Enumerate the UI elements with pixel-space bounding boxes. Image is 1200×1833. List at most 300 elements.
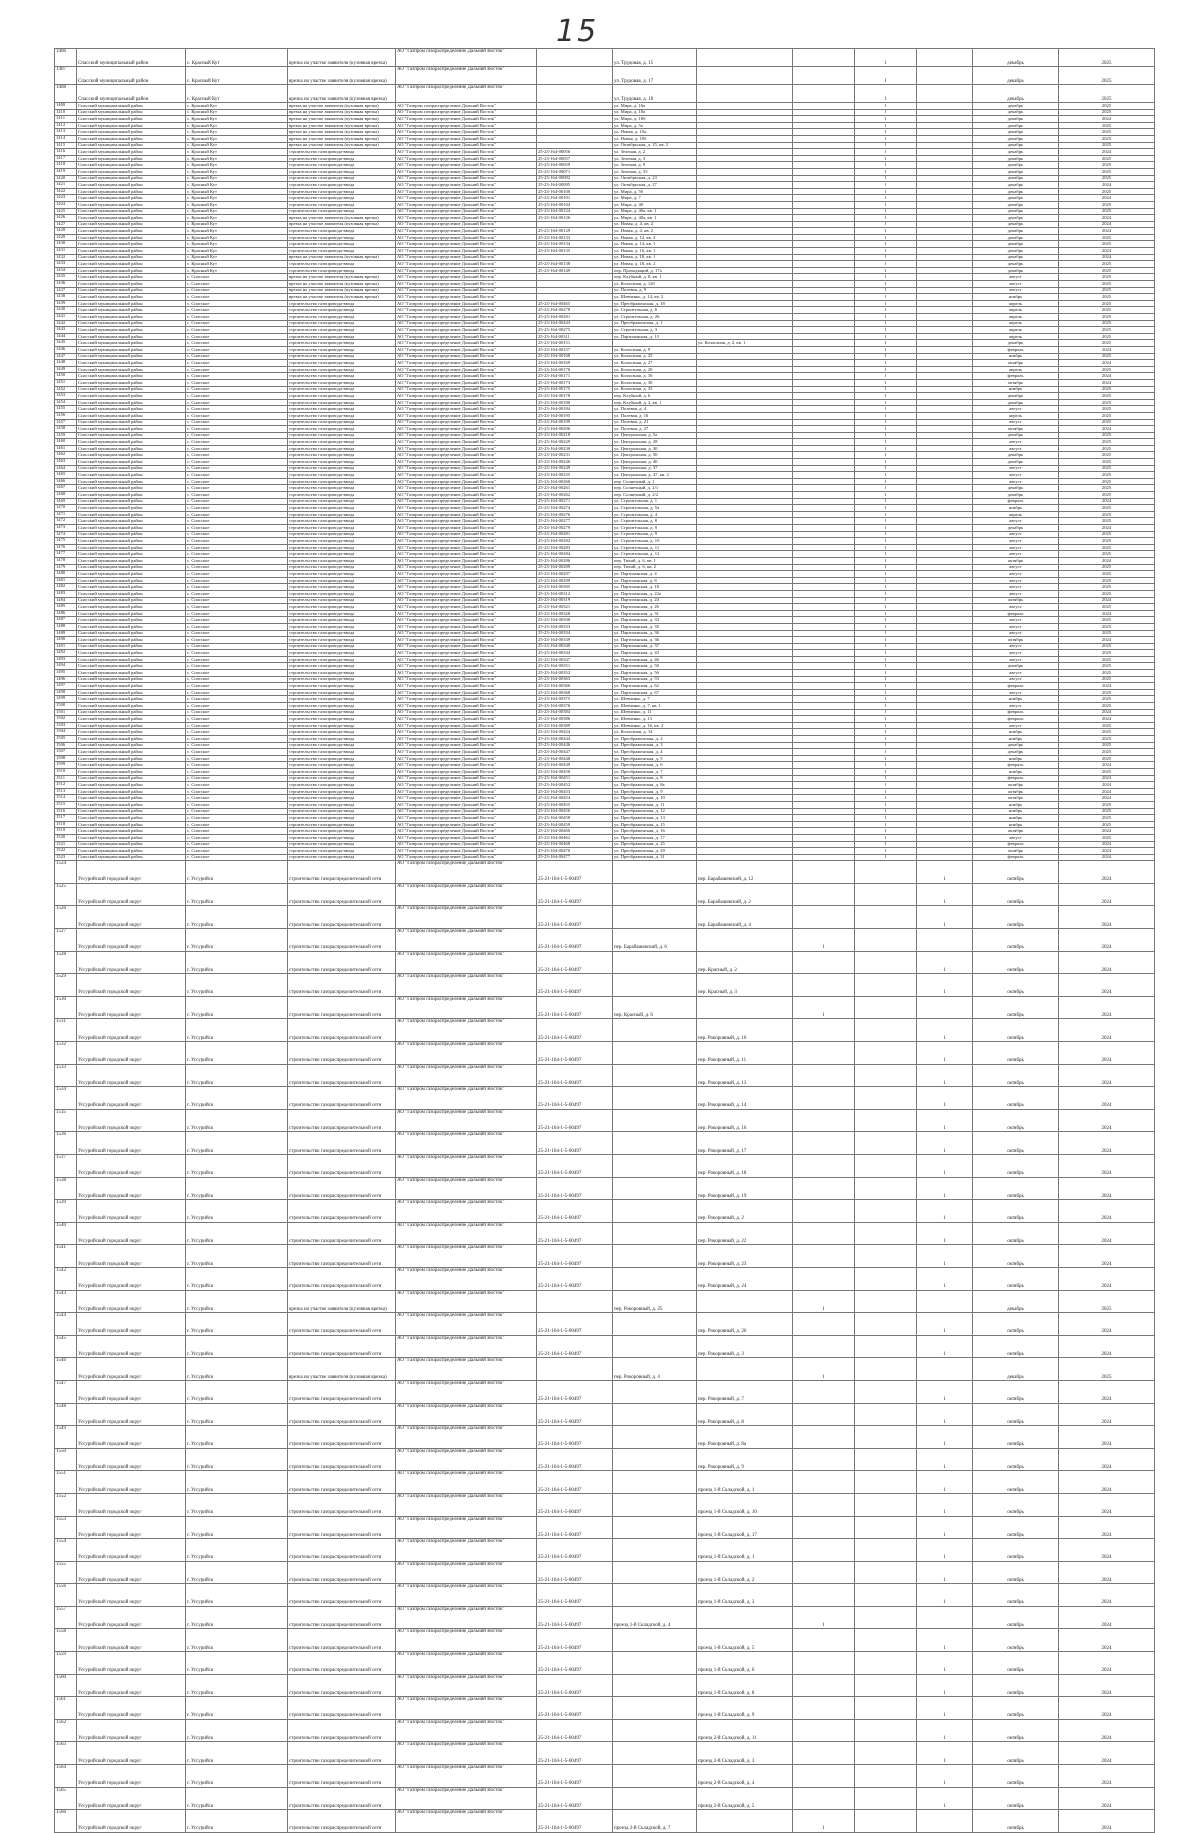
cell-year: 2025	[1059, 604, 1155, 611]
cell-quantity-2: 1	[855, 168, 917, 175]
cell-year: 2024	[1059, 996, 1155, 1019]
cell-row-number: 1426	[55, 215, 77, 222]
cell-district: Уссурийский городской округ	[77, 929, 186, 952]
cell-quantity-3	[917, 683, 973, 690]
cell-organization: АО "Газпром газораспределение Дальний Восток"	[396, 1584, 537, 1607]
cell-address-alt	[697, 538, 793, 545]
cell-month: август	[973, 650, 1059, 657]
cell-row-number: 1414	[55, 135, 77, 142]
cell-locality: с. Спасское	[186, 452, 288, 459]
cell-year: 2025	[1059, 722, 1155, 729]
cell-address: ул. Колхозная, д. 30	[613, 379, 697, 386]
cell-quantity-2: 1	[855, 828, 917, 835]
cell-quantity-3	[917, 637, 973, 644]
cell-row-number: 1473	[55, 525, 77, 532]
cell-quantity-2: 1	[855, 459, 917, 466]
cell-address: ул. Преображенская, д. 25	[613, 841, 697, 848]
cell-district: Уссурийский городской округ	[77, 1380, 186, 1403]
cell-quantity-3	[917, 155, 973, 162]
cell-year: 2024	[1059, 683, 1155, 690]
table-row	[55, 168, 1155, 175]
cell-month: декабрь	[973, 85, 1059, 103]
cell-cadastral-number: 25-23-164-00443	[537, 320, 613, 327]
cell-quantity-2: 1	[855, 571, 917, 578]
cell-month: ноябрь	[973, 768, 1059, 775]
cell-work-type: строительство газопровода-ввода	[288, 168, 396, 175]
cell-work-type: строительство газопровода-ввода	[288, 465, 396, 472]
cell-address-alt: пер. Рокоровный, д. 18	[697, 1155, 793, 1178]
cell-quantity-3	[917, 623, 973, 630]
cell-district: Спасский муниципальный район	[77, 544, 186, 551]
cell-quantity-3	[917, 492, 973, 499]
cell-address-alt	[697, 531, 793, 538]
cell-quantity-2: 1	[855, 689, 917, 696]
cell-quantity-3: 1	[917, 1448, 973, 1471]
cell-row-number: 1447	[55, 353, 77, 360]
cell-work-type: строительство газораспределительной сети	[288, 1810, 396, 1833]
cell-quantity-2	[855, 1516, 917, 1539]
cell-address	[613, 1652, 697, 1675]
table-row	[55, 109, 1155, 116]
cell-quantity-3	[917, 1810, 973, 1833]
cell-organization: АО "Газпром газораспределение Дальний Восток"	[396, 445, 537, 452]
cell-year: 2025	[1059, 85, 1155, 103]
cell-district: Уссурийский городской округ	[77, 1132, 186, 1155]
cell-cadastral-number: 25-23-164-00168	[537, 353, 613, 360]
cell-quantity-3	[917, 696, 973, 703]
cell-address: ул. Преображенская, д. 18	[613, 300, 697, 307]
cell-district: Уссурийский городской округ	[77, 974, 186, 997]
cell-quantity-3	[917, 815, 973, 822]
cell-month: октябрь	[973, 597, 1059, 604]
cell-district: Спасский муниципальный район	[77, 412, 186, 419]
cell-quantity-2: 1	[855, 399, 917, 406]
cell-district: Спасский муниципальный район	[77, 85, 186, 103]
cell-quantity-2: 1	[855, 149, 917, 156]
cell-address: ул. Колхозная, д. 25	[613, 353, 697, 360]
cell-row-number: 1418	[55, 162, 77, 169]
cell-year: 2024	[1059, 254, 1155, 261]
cell-address-alt	[697, 162, 793, 169]
cell-quantity	[793, 254, 855, 261]
cell-address-alt	[697, 670, 793, 677]
cell-row-number: 1525	[55, 883, 77, 906]
cell-cadastral-number: 25-21-164-1-5-00497	[537, 1222, 613, 1245]
table-row	[55, 478, 1155, 485]
cell-district: Спасский муниципальный район	[77, 294, 186, 301]
cell-locality: с. Спасское	[186, 399, 288, 406]
cell-address: ул. Трудовая, д. 15	[613, 49, 697, 67]
cell-month: декабрь	[973, 67, 1059, 85]
cell-year: 2024	[1059, 1584, 1155, 1607]
cell-quantity-2	[855, 1765, 917, 1788]
cell-quantity-3	[917, 67, 973, 85]
cell-quantity	[793, 426, 855, 433]
cell-locality: г. Уссурийск	[186, 1042, 288, 1065]
cell-year: 2024	[1059, 1539, 1155, 1562]
table-row	[55, 1267, 1155, 1290]
cell-row-number: 1546	[55, 1358, 77, 1381]
cell-quantity-2: 1	[855, 722, 917, 729]
cell-organization: АО "Газпром газораспределение Дальний Восток"	[396, 399, 537, 406]
cell-cadastral-number: 25-23-164-00095	[537, 182, 613, 189]
cell-month: август	[973, 287, 1059, 294]
table-row	[55, 188, 1155, 195]
cell-address: ул. Колхозная, д. 27	[613, 360, 697, 367]
cell-address-alt: пер. Рокоровный, д. 9	[697, 1448, 793, 1471]
table-row	[55, 1358, 1155, 1381]
cell-row-number: 1409	[55, 103, 77, 110]
cell-row-number: 1533	[55, 1064, 77, 1087]
cell-address-alt: проезд 1-й Складской, д. 10	[697, 1493, 793, 1516]
cell-organization: АО "Газпром газораспределение Дальний Восток"	[396, 142, 537, 149]
table-row	[55, 426, 1155, 433]
cell-month: октябрь	[973, 1380, 1059, 1403]
cell-district: Спасский муниципальный район	[77, 149, 186, 156]
cell-quantity-3	[917, 709, 973, 716]
cell-address-alt	[697, 511, 793, 518]
cell-work-type: строительство газопровода-ввода	[288, 782, 396, 789]
cell-district: Спасский муниципальный район	[77, 815, 186, 822]
cell-quantity-3	[917, 788, 973, 795]
cell-row-number: 1548	[55, 1403, 77, 1426]
cell-locality: г. Уссурийск	[186, 951, 288, 974]
cell-locality: с. Спасское	[186, 768, 288, 775]
cell-district: Уссурийский городской округ	[77, 1042, 186, 1065]
cell-locality: с. Красный Кут	[186, 129, 288, 136]
cell-row-number: 1458	[55, 426, 77, 433]
table-row	[55, 590, 1155, 597]
cell-address-alt	[697, 472, 793, 479]
cell-address-alt	[697, 749, 793, 756]
cell-cadastral-number: 25-23-164-00180	[537, 399, 613, 406]
cell-quantity-3: 1	[917, 1132, 973, 1155]
cell-address	[613, 1493, 697, 1516]
cell-address: пер. Тихий, д. 6, кв. 2	[613, 564, 697, 571]
cell-locality: г. Уссурийск	[186, 1109, 288, 1132]
cell-organization: АО "Газпром газораспределение Дальний Восток"	[396, 492, 537, 499]
cell-organization: АО "Газпром газораспределение Дальний Восток"	[396, 85, 537, 103]
cell-work-type: строительство газопровода-ввода	[288, 828, 396, 835]
cell-quantity-3	[917, 544, 973, 551]
cell-quantity	[793, 399, 855, 406]
cell-quantity-2	[855, 1087, 917, 1110]
cell-address-alt	[697, 67, 793, 85]
table-row	[55, 597, 1155, 604]
cell-cadastral-number: 25-23-164-00281	[537, 314, 613, 321]
cell-quantity-2: 1	[855, 736, 917, 743]
cell-locality: с. Красный Кут	[186, 182, 288, 189]
table-row	[55, 175, 1155, 182]
cell-row-number: 1479	[55, 564, 77, 571]
cell-district: Спасский муниципальный район	[77, 637, 186, 644]
cell-month: ноябрь	[973, 755, 1059, 762]
cell-cadastral-number: 25-23-164-00286	[537, 557, 613, 564]
cell-quantity	[793, 1335, 855, 1358]
cell-month: октябрь	[973, 1109, 1059, 1132]
cell-quantity-3	[917, 208, 973, 215]
cell-month: октябрь	[973, 929, 1059, 952]
cell-work-type: строительство газораспределительной сети	[288, 1471, 396, 1494]
cell-month: август	[973, 445, 1059, 452]
cell-quantity-3	[917, 406, 973, 413]
cell-quantity	[793, 122, 855, 129]
cell-cadastral-number: 25-23-164-00279	[537, 525, 613, 532]
cell-organization: АО "Газпром газораспределение Дальний Восток"	[396, 221, 537, 228]
cell-month: декабрь	[973, 432, 1059, 439]
table-row	[55, 584, 1155, 591]
cell-organization: АО "Газпром газораспределение Дальний Восток"	[396, 1719, 537, 1742]
cell-locality: г. Уссурийск	[186, 996, 288, 1019]
cell-quantity-2: 1	[855, 472, 917, 479]
cell-cadastral-number: 25-21-164-1-5-00497	[537, 1539, 613, 1562]
cell-quantity	[793, 267, 855, 274]
cell-year: 2024	[1059, 610, 1155, 617]
cell-organization: АО "Газпром газораспределение Дальний Восток"	[396, 736, 537, 743]
cell-address: ул. Шевченко, д. 7, кв. 1	[613, 703, 697, 710]
cell-quantity-3	[917, 122, 973, 129]
cell-year: 2024	[1059, 861, 1155, 884]
cell-quantity	[793, 49, 855, 67]
cell-year: 2025	[1059, 1290, 1155, 1313]
cell-address: ул. Партизанская, д. 33	[613, 617, 697, 624]
cell-quantity-3	[917, 828, 973, 835]
cell-locality: с. Спасское	[186, 472, 288, 479]
cell-address: ул. Партизанская, д. 24	[613, 597, 697, 604]
cell-quantity-3: 1	[917, 1652, 973, 1675]
cell-year: 2025	[1059, 505, 1155, 512]
cell-month: октябрь	[973, 828, 1059, 835]
cell-work-type: строительство газопровода-ввода	[288, 722, 396, 729]
cell-month: октябрь	[973, 360, 1059, 367]
cell-cadastral-number: 25-23-164-00246	[537, 459, 613, 466]
cell-address: ул. Преображенская, д. 4	[613, 749, 697, 756]
cell-row-number: 1484	[55, 597, 77, 604]
cell-district: Спасский муниципальный район	[77, 452, 186, 459]
cell-row-number: 1504	[55, 729, 77, 736]
cell-locality: с. Спасское	[186, 485, 288, 492]
cell-address: ул. Центральная, д. 30	[613, 445, 697, 452]
cell-quantity-3	[917, 300, 973, 307]
cell-cadastral-number: 25-23-164-00319	[537, 597, 613, 604]
cell-locality: г. Уссурийск	[186, 1471, 288, 1494]
cell-cadastral-number: 25-23-164-00134	[537, 241, 613, 248]
cell-organization: АО "Газпром газораспределение Дальний Восток"	[396, 234, 537, 241]
cell-quantity-2: 1	[855, 333, 917, 340]
cell-month: октябрь	[973, 996, 1059, 1019]
cell-district: Спасский муниципальный район	[77, 511, 186, 518]
table-row	[55, 1313, 1155, 1336]
cell-row-number: 1439	[55, 300, 77, 307]
cell-work-type: строительство газораспределительной сети	[288, 1313, 396, 1336]
cell-locality: г. Уссурийск	[186, 1200, 288, 1223]
cell-month: август	[973, 274, 1059, 281]
cell-address	[613, 1109, 697, 1132]
table-row	[55, 234, 1155, 241]
cell-organization: АО "Газпром газораспределение Дальний Восток"	[396, 122, 537, 129]
cell-work-type: строительство газопровода-ввода	[288, 643, 396, 650]
cell-locality: с. Спасское	[186, 314, 288, 321]
cell-quantity-3: 1	[917, 1064, 973, 1087]
cell-month: август	[973, 834, 1059, 841]
cell-quantity-2	[855, 1358, 917, 1381]
cell-quantity-2: 1	[855, 584, 917, 591]
cell-address-alt: проезд 1-й Складской, д. 5	[697, 1629, 793, 1652]
cell-row-number: 1457	[55, 419, 77, 426]
table-row	[55, 505, 1155, 512]
cell-quantity	[793, 782, 855, 789]
cell-work-type: врезка на участке заявителя (кузовная врезка)	[288, 215, 396, 222]
cell-quantity-2	[855, 1335, 917, 1358]
cell-work-type: строительство газопровода-ввода	[288, 775, 396, 782]
cell-quantity-3	[917, 261, 973, 268]
cell-year: 2025	[1059, 49, 1155, 67]
cell-work-type: строительство газопровода-ввода	[288, 155, 396, 162]
cell-address-alt	[697, 604, 793, 611]
cell-cadastral-number: 25-21-164-1-5-00497	[537, 1200, 613, 1223]
cell-row-number: 1532	[55, 1042, 77, 1065]
cell-quantity-2: 1	[855, 201, 917, 208]
table-row	[55, 1561, 1155, 1584]
cell-address-alt	[697, 346, 793, 353]
cell-quantity	[793, 1765, 855, 1788]
cell-cadastral-number: 25-21-164-1-5-00497	[537, 1064, 613, 1087]
cell-cadastral-number: 25-23-164-00195	[537, 412, 613, 419]
cell-year: 2024	[1059, 795, 1155, 802]
table-row	[55, 162, 1155, 169]
cell-district: Спасский муниципальный район	[77, 340, 186, 347]
cell-row-number: 1527	[55, 929, 77, 952]
cell-quantity-3	[917, 610, 973, 617]
cell-month: август	[973, 465, 1059, 472]
cell-year: 2024	[1059, 1493, 1155, 1516]
cell-row-number: 1505	[55, 736, 77, 743]
cell-address-alt	[697, 135, 793, 142]
cell-locality: с. Красный Кут	[186, 261, 288, 268]
cell-quantity-3	[917, 689, 973, 696]
cell-quantity-3	[917, 465, 973, 472]
cell-work-type: строительство газораспределительной сети	[288, 1155, 396, 1178]
cell-organization: АО "Газпром газораспределение Дальний Восток"	[396, 617, 537, 624]
cell-quantity-2: 1	[855, 103, 917, 110]
cell-work-type: врезка на участке заявителя (кузовная врезка)	[288, 281, 396, 288]
cell-quantity	[793, 472, 855, 479]
cell-district: Спасский муниципальный район	[77, 373, 186, 380]
cell-address-alt: пер. Красный, д. 3	[697, 974, 793, 997]
cell-district: Спасский муниципальный район	[77, 689, 186, 696]
cell-organization: АО "Газпром газораспределение Дальний Восток"	[396, 656, 537, 663]
cell-work-type: строительство газопровода-ввода	[288, 518, 396, 525]
cell-quantity-2	[855, 1403, 917, 1426]
cell-month: октябрь	[973, 1810, 1059, 1833]
cell-address-alt	[697, 795, 793, 802]
cell-cadastral-number: 25-23-164-00446	[537, 742, 613, 749]
table-row	[55, 511, 1155, 518]
cell-quantity	[793, 135, 855, 142]
cell-district: Уссурийский городской округ	[77, 1606, 186, 1629]
cell-work-type: строительство газопровода-ввода	[288, 755, 396, 762]
cell-address: ул. Строительная, д. 9	[613, 525, 697, 532]
table-row	[55, 1629, 1155, 1652]
cell-row-number: 1520	[55, 834, 77, 841]
cell-row-number: 1511	[55, 775, 77, 782]
cell-address-alt	[697, 195, 793, 202]
cell-quantity-3	[917, 676, 973, 683]
table-row	[55, 267, 1155, 274]
cell-quantity-3: 1	[917, 1493, 973, 1516]
cell-work-type: строительство газопровода-ввода	[288, 327, 396, 334]
cell-row-number: 1486	[55, 610, 77, 617]
cell-row-number: 1485	[55, 604, 77, 611]
cell-address-alt	[697, 439, 793, 446]
cell-address: ул. Преображенская, д. 31	[613, 854, 697, 861]
cell-address-alt	[697, 643, 793, 650]
cell-cadastral-number: 25-21-164-1-5-00497	[537, 1109, 613, 1132]
cell-quantity-3: 1	[917, 1426, 973, 1449]
cell-quantity-3	[917, 663, 973, 670]
cell-quantity	[793, 848, 855, 855]
cell-row-number: 1513	[55, 788, 77, 795]
cell-row-number: 1425	[55, 208, 77, 215]
cell-address: ул. Строительная, д. 26	[613, 314, 697, 321]
cell-work-type: строительство газопровода-ввода	[288, 703, 396, 710]
cell-month: август	[973, 623, 1059, 630]
cell-year: 2025	[1059, 175, 1155, 182]
cell-year: 2025	[1059, 564, 1155, 571]
cell-work-type: строительство газопровода-ввода	[288, 597, 396, 604]
cell-locality: с. Красный Кут	[186, 221, 288, 228]
cell-organization: АО "Газпром газораспределение Дальний Восток"	[396, 215, 537, 222]
cell-year: 2024	[1059, 1335, 1155, 1358]
cell-quantity	[793, 590, 855, 597]
cell-address-alt	[697, 683, 793, 690]
cell-address: ул. Преображенская, д. 2	[613, 736, 697, 743]
cell-quantity-3: 1	[917, 1765, 973, 1788]
table-row	[55, 135, 1155, 142]
cell-organization: АО "Газпром газораспределение Дальний Восток"	[396, 353, 537, 360]
cell-quantity-2: 1	[855, 729, 917, 736]
cell-cadastral-number: 25-23-164-00305	[537, 584, 613, 591]
cell-month: декабрь	[973, 452, 1059, 459]
table-row	[55, 1539, 1155, 1562]
cell-quantity	[793, 478, 855, 485]
cell-month: декабрь	[973, 525, 1059, 532]
cell-cadastral-number: 25-23-164-00206	[537, 426, 613, 433]
cell-row-number: 1469	[55, 498, 77, 505]
cell-year: 2025	[1059, 432, 1155, 439]
cell-year: 2024	[1059, 929, 1155, 952]
cell-month: октябрь	[973, 951, 1059, 974]
table-row	[55, 1584, 1155, 1607]
cell-work-type: строительство газораспределительной сети	[288, 1697, 396, 1720]
cell-quantity-3	[917, 340, 973, 347]
cell-address: ул. Шевченко, д. 14, кв. 2	[613, 294, 697, 301]
table-row	[55, 670, 1155, 677]
cell-organization: АО "Газпром газораспределение Дальний Восток"	[396, 861, 537, 884]
cell-cadastral-number: 25-23-164-00334	[537, 630, 613, 637]
cell-row-number: 1481	[55, 577, 77, 584]
cell-district: Уссурийский городской округ	[77, 1290, 186, 1313]
cell-organization: АО "Газпром газораспределение Дальний Восток"	[396, 689, 537, 696]
cell-row-number: 1480	[55, 571, 77, 578]
cell-year: 2024	[1059, 782, 1155, 789]
cell-address-alt	[697, 577, 793, 584]
cell-quantity-3: 1	[917, 883, 973, 906]
cell-quantity-3	[917, 294, 973, 301]
cell-month: декабрь	[973, 201, 1059, 208]
cell-work-type: строительство газопровода-ввода	[288, 472, 396, 479]
cell-address-alt: пер. Рокоровный, д. 22	[697, 1222, 793, 1245]
